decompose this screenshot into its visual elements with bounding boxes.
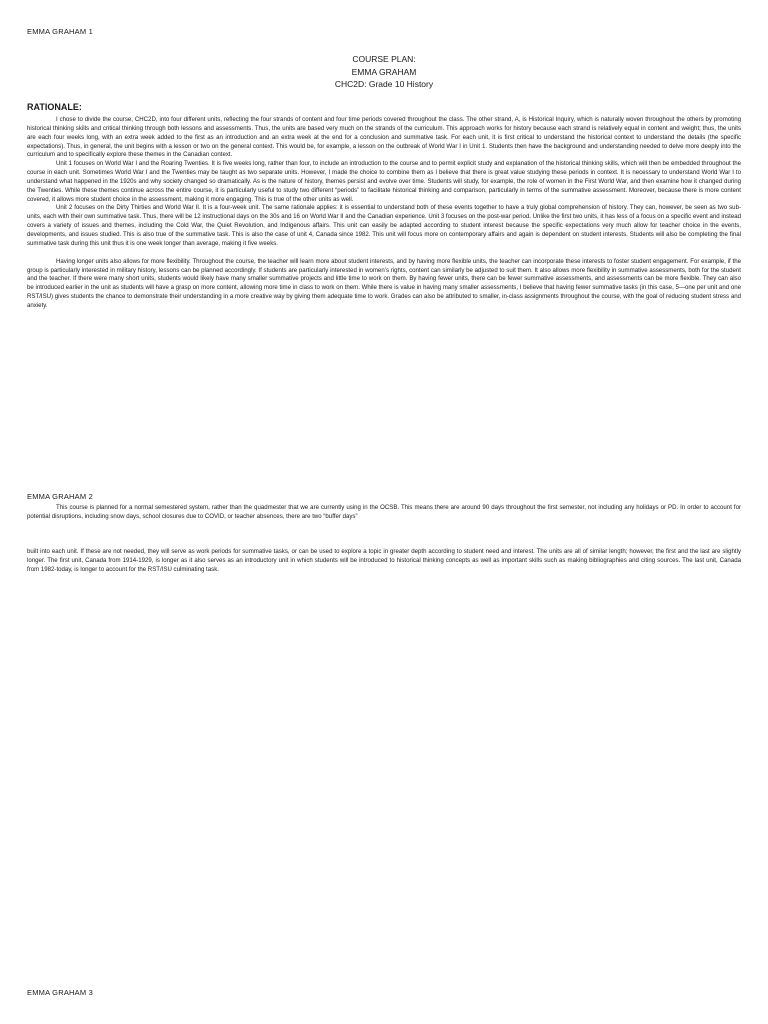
paragraph: This course is planned for a normal semestered system, rather than the quadmester that we are currently using in the OCSB. This means there are around 90 days throughout the first semester, not including any holidays or PD. In order to account for potential disruptions, including snow days, school closures due to COVID, or teacher absences, there are two “buffer days” (27, 504, 741, 520)
page-header-2: EMMA GRAHAM 2 (27, 492, 93, 501)
paragraph: Having longer units also allows for more flexibility. Throughout the course, the teacher will learn more about student interests, and by having more flexible units, the teacher can incorporate these interests to foster student engagement. For example, if the group is particularly interested in military history, lessons can be planned accordingly. If students are particularly interested in women’s rights, content can similarly be adjusted to suit them. It also allows more flexibility in summative assessments, both for the student and the teacher. If there were many short units, students would likely have many smaller summative projects and little time to work on them. By having fewer units, there can be fewer summative assessments, and assessments can be more flexible. They can also be introduced earlier in the unit as students will have a grasp on more content, allowing more time in class to work on them. While there is value in having many smaller assessments, I believe that having fewer summative tasks (in this case, 5—one per unit and one RST/ISU) gives students the chance to demonstrate their understanding in a more creative way by giving them adequate time to work. Grades can also be attributed to smaller, in-class assignments throughout the course, with the goal of reducing student stress and anxiety. (27, 257, 741, 309)
paragraph: Unit 2 focuses on the Dirty Thirties and World War II. It is a four-week unit. The same rationale applies: it is essential to understand both of these events together to have a truly global comprehension of history. They can, however, be seen as two sub-units, each with their own summative task. Thus, there will be 12 instructional days on the 30s and 16 on World War II and the Canadian experience. Unit 3 focuses on the post-war period. Unlike the first two units, it has less of a focus on a specific event and instead covers a variety of issues and themes, including the Cold War, the Quiet Revolution, and Indigenous affairs. This unit can easily be adapted according to student interest because the specific expectations very much allow for teacher choice in the events, developments, and issues studied. This is also true of the summative task. This is also the case of unit 4, Canada since 1982. This unit will focus more on contemporary affairs and again is dependent on student interests. Students will also be completing the final summative task during this unit thus it is one week longer than average, making it five weeks. (27, 204, 741, 247)
title-line-3: CHC2D: Grade 10 History (334, 79, 434, 89)
paragraph: I chose to divide the course, CHC2D, into four different units, reflecting the four strands of content and four time periods covered throughout the class. The other strand, A, is Historical Inquiry, which is naturally woven throughout the others by promoting historical thinking skills and critical thinking through both lessons and assessments. Thus, the units are based very much on the strands of the curriculum. This approach works for history because each strand is relatively equal in content and weight; thus, the units are each four weeks long, with an extra week added to the first as an introduction and an extra week at the end for a conclusion and summative task. For each unit, it is first critical to understand the historical context to understand the details (the specific expectations). Thus, in general, the unit begins with a lesson or two on the general context. This would be, for example, a lesson on the outbreak of World War I in Unit 1. Students then have the background and understanding needed to delve more deeply into the curriculum and to specifically explore these themes in the Canadian context. (27, 116, 741, 159)
title-line-2: EMMA GRAHAM (351, 66, 417, 77)
page-2-body-a (27, 504, 741, 522)
paragraph: Unit 1 focuses on World War I and the Roaring Twenties. It is five weeks long, rather than four, to include an introduction to the course and to permit explicit study and explanation of the historical thinking skills, which will then be embedded throughout the course in each unit. Sometimes World War I and the Twenties may be taught as two separate units. However, I made the choice to combine them as I believe that there is great value studying these periods in context. It is necessary to understand World War I to understand what happened in the 1920s and why society changed so dramatically. As is the nature of history, themes persist and evolve over time. Students will study, for example, the role of women in the First World War, and then examine how it changed during the Twenties. While these themes continue across the entire course, it is particularly useful to study two different “periods” to facilitate historical thinking and comparison, particularly in terms of the summative assessment. Moreover, because there is more content covered, it allows more student choice in the assessment, making it more engaging. This is true of the other units as well. (27, 160, 741, 203)
page-2-body-b (27, 548, 741, 575)
section-heading-rationale: RATIONALE: (27, 102, 82, 112)
title-block (0, 53, 768, 91)
title-line-1: COURSE PLAN: (352, 54, 416, 64)
paragraph: built into each unit. If these are not needed, they will serve as work periods for summative tasks, or can be used to explore a topic in greater depth according to student need and interest. The units are all of similar length; however, the first and the last are slightly longer. The first unit, Canada from 1914-1929, is longer as it also serves as an introductory unit in which students will be introduced to historical thinking concepts as well as important skills such as making bibliographies and citing sources. The last unit, Canada from 1982-today, is longer to account for the RST/ISU culminating task. (27, 548, 741, 573)
page-header-1: EMMA GRAHAM 1 (27, 27, 93, 36)
page-header-3: EMMA GRAHAM 3 (27, 988, 93, 997)
rationale-body (27, 116, 741, 311)
